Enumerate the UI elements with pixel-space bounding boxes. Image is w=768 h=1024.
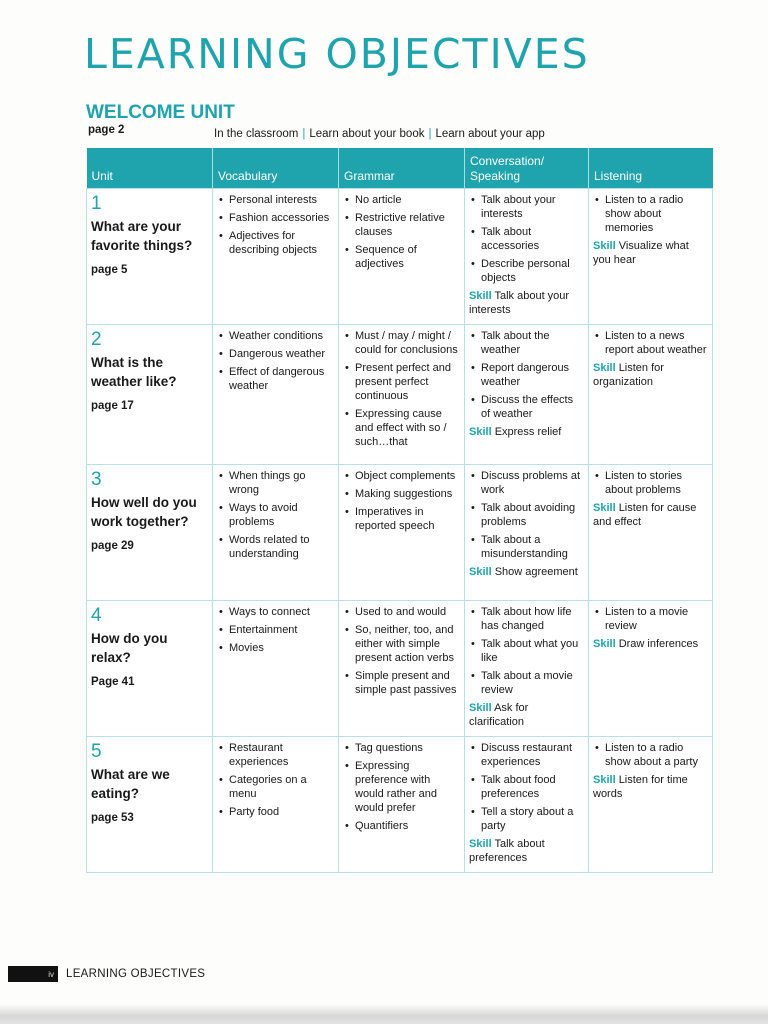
skill-text: Ask for clarification <box>469 701 529 728</box>
table-row <box>87 188 713 324</box>
skill-label: Skill <box>469 565 492 578</box>
speaking-cell <box>465 324 589 464</box>
list-item: • Must / may / might / could for conclusions <box>343 329 460 357</box>
vocabulary-cell <box>213 188 339 324</box>
page-title: LEARNING OBJECTIVES <box>84 30 590 78</box>
list-item: • Effect of dangerous weather <box>217 365 334 393</box>
vocabulary-list <box>217 329 334 393</box>
unit-number: 5 <box>91 740 102 762</box>
list-item: • Listen to a radio show about memories <box>593 193 708 235</box>
grammar-list <box>343 329 460 449</box>
list-item: • Talk about accessories <box>469 225 584 253</box>
skill-note <box>593 773 708 801</box>
unit-cell <box>87 188 213 324</box>
list-item: • Restaurant experiences <box>217 741 334 769</box>
listening-cell <box>589 324 713 464</box>
list-item: • Words related to understanding <box>217 533 334 561</box>
skill-label: Skill <box>593 501 616 514</box>
listening-list <box>593 329 708 357</box>
unit-cell <box>87 324 213 464</box>
listening-list <box>593 193 708 235</box>
list-item: • Listen to a movie review <box>593 605 708 633</box>
list-item: • Talk about a misunderstanding <box>469 533 584 561</box>
list-item: • Discuss restaurant experiences <box>469 741 584 769</box>
list-item: • So, neither, too, and either with simple present action verbs <box>343 623 460 665</box>
unit-title: What are your favorite things? <box>91 218 193 253</box>
list-item: • Object complements <box>343 469 460 483</box>
skill-text: Listen for time words <box>593 773 688 800</box>
grammar-list <box>343 193 460 271</box>
welcome-unit-items <box>214 128 545 140</box>
welcome-unit-page: page 2 <box>88 124 125 136</box>
list-item: • Weather conditions <box>217 329 334 343</box>
list-item: • Ways to connect <box>217 605 334 619</box>
list-item: • Categories on a menu <box>217 773 334 801</box>
list-item: • Dangerous weather <box>217 347 334 361</box>
list-item: • Listen to a radio show about a party <box>593 741 708 769</box>
skill-note <box>593 637 708 651</box>
welcome-unit <box>86 103 712 142</box>
vocabulary-list <box>217 741 334 819</box>
list-item: • Entertainment <box>217 623 334 637</box>
list-item: • Present perfect and present perfect continuous <box>343 361 460 403</box>
grammar-cell <box>339 464 465 600</box>
skill-note <box>593 501 708 529</box>
skill-label: Skill <box>593 361 616 374</box>
list-item: • Expressing preference with would rather and would prefer <box>343 759 460 815</box>
unit-number: 1 <box>91 192 102 214</box>
list-item: • Making suggestions <box>343 487 460 501</box>
unit-title: What is the weather like? <box>91 354 177 389</box>
listening-list <box>593 605 708 633</box>
list-item: • Talk about avoiding problems <box>469 501 584 529</box>
skill-note <box>469 289 584 317</box>
list-item: • Report dangerous weather <box>469 361 584 389</box>
list-item: • Tell a story about a party <box>469 805 584 833</box>
list-item: • Talk about food preferences <box>469 773 584 801</box>
table-row <box>87 736 713 872</box>
list-item: • No article <box>343 193 460 207</box>
skill-text: Visualize what you hear <box>593 239 689 266</box>
list-item: • Ways to avoid problems <box>217 501 334 529</box>
speaking-list <box>469 469 584 561</box>
skill-label: Skill <box>593 239 616 252</box>
list-item: • Quantifiers <box>343 819 460 833</box>
page-footer <box>8 966 205 982</box>
list-item: • Talk about what you like <box>469 637 584 665</box>
list-item: • Listen to a news report about weather <box>593 329 708 357</box>
skill-note <box>469 701 584 729</box>
skill-note <box>469 565 584 579</box>
list-item: • Simple present and simple past passives <box>343 669 460 697</box>
vocabulary-cell <box>213 324 339 464</box>
vocabulary-list <box>217 605 334 655</box>
vocabulary-cell <box>213 464 339 600</box>
page-edge-shadow <box>0 1004 768 1024</box>
unit-title: How well do you work together? <box>91 494 197 529</box>
list-item: • Discuss problems at work <box>469 469 584 497</box>
table-row <box>87 600 713 736</box>
footer-label: LEARNING OBJECTIVES <box>66 968 206 980</box>
speaking-cell <box>465 188 589 324</box>
column-header-listening: Listening <box>589 148 713 188</box>
skill-label: Skill <box>593 637 616 650</box>
column-header-speaking: Conversation/ Speaking <box>465 148 589 188</box>
skill-label: Skill <box>469 425 492 438</box>
unit-number: 4 <box>91 604 102 626</box>
table-row <box>87 464 713 600</box>
list-item: • Expressing cause and effect with so / such…that <box>343 407 460 449</box>
welcome-item: In the classroom <box>214 128 299 140</box>
grammar-list <box>343 605 460 697</box>
unit-page: Page 41 <box>91 675 135 688</box>
list-item: • Describe personal objects <box>469 257 584 285</box>
skill-text: Express relief <box>494 425 562 438</box>
list-item: • Talk about how life has changed <box>469 605 584 633</box>
grammar-list <box>343 469 460 533</box>
unit-title: What are we eating? <box>91 766 170 801</box>
grammar-cell <box>339 600 465 736</box>
skill-label: Skill <box>593 773 616 786</box>
skill-text: Talk about your interests <box>469 289 570 316</box>
speaking-cell <box>465 464 589 600</box>
listening-cell <box>589 464 713 600</box>
list-item: • Personal interests <box>217 193 334 207</box>
skill-text: Draw inferences <box>618 637 699 650</box>
list-item: • Tag questions <box>343 741 460 755</box>
listening-list <box>593 741 708 769</box>
skill-text: Show agreement <box>494 565 578 578</box>
speaking-list <box>469 741 584 833</box>
speaking-list <box>469 329 584 421</box>
grammar-cell <box>339 188 465 324</box>
listening-list <box>593 469 708 497</box>
listening-cell <box>589 600 713 736</box>
list-item: • Used to and would <box>343 605 460 619</box>
list-item: • Talk about the weather <box>469 329 584 357</box>
speaking-list <box>469 605 584 697</box>
table-header-row <box>87 148 713 188</box>
list-item: • Adjectives for describing objects <box>217 229 334 257</box>
skill-note <box>593 361 708 389</box>
list-item: • Discuss the effects of weather <box>469 393 584 421</box>
skill-note <box>469 425 584 439</box>
list-item: • Movies <box>217 641 334 655</box>
list-item: • Fashion accessories <box>217 211 334 225</box>
vocabulary-cell <box>213 600 339 736</box>
skill-label: Skill <box>469 289 492 302</box>
list-item: • Talk about your interests <box>469 193 584 221</box>
skill-text: Listen for organization <box>593 361 664 388</box>
footer-page-marker: iv <box>8 966 58 982</box>
list-item: • Sequence of adjectives <box>343 243 460 271</box>
unit-cell <box>87 600 213 736</box>
unit-cell <box>87 464 213 600</box>
list-item: • When things go wrong <box>217 469 334 497</box>
skill-text: Talk about preferences <box>469 837 545 864</box>
unit-cell <box>87 736 213 872</box>
list-item: • Listen to stories about problems <box>593 469 708 497</box>
skill-note <box>469 837 584 865</box>
list-item: • Talk about a movie review <box>469 669 584 697</box>
unit-title: How do you relax? <box>91 630 168 665</box>
unit-number: 3 <box>91 468 102 490</box>
skill-note <box>593 239 708 267</box>
skill-label: Skill <box>469 837 492 850</box>
welcome-item: Learn about your book <box>309 128 425 140</box>
grammar-list <box>343 741 460 833</box>
vocabulary-list <box>217 469 334 561</box>
welcome-unit-line <box>86 124 712 142</box>
unit-page: page 5 <box>91 263 128 276</box>
unit-page: page 17 <box>91 399 134 412</box>
skill-label: Skill <box>469 701 492 714</box>
listening-cell <box>589 188 713 324</box>
welcome-separator: | <box>302 128 306 140</box>
list-item: • Party food <box>217 805 334 819</box>
welcome-item: Learn about your app <box>435 128 545 140</box>
column-header-unit: Unit <box>87 148 213 188</box>
welcome-separator: | <box>428 128 432 140</box>
grammar-cell <box>339 736 465 872</box>
unit-page: page 29 <box>91 539 134 552</box>
table-row <box>87 324 713 464</box>
objectives-table <box>86 148 713 873</box>
speaking-cell <box>465 600 589 736</box>
speaking-list <box>469 193 584 285</box>
column-header-grammar: Grammar <box>339 148 465 188</box>
unit-number: 2 <box>91 328 102 350</box>
skill-text: Listen for cause and effect <box>593 501 697 528</box>
vocabulary-list <box>217 193 334 257</box>
listening-cell <box>589 736 713 872</box>
column-header-vocabulary: Vocabulary <box>213 148 339 188</box>
vocabulary-cell <box>213 736 339 872</box>
list-item: • Imperatives in reported speech <box>343 505 460 533</box>
list-item: • Restrictive relative clauses <box>343 211 460 239</box>
grammar-cell <box>339 324 465 464</box>
welcome-unit-title: WELCOME UNIT <box>86 102 235 123</box>
unit-page: page 53 <box>91 811 134 824</box>
speaking-cell <box>465 736 589 872</box>
